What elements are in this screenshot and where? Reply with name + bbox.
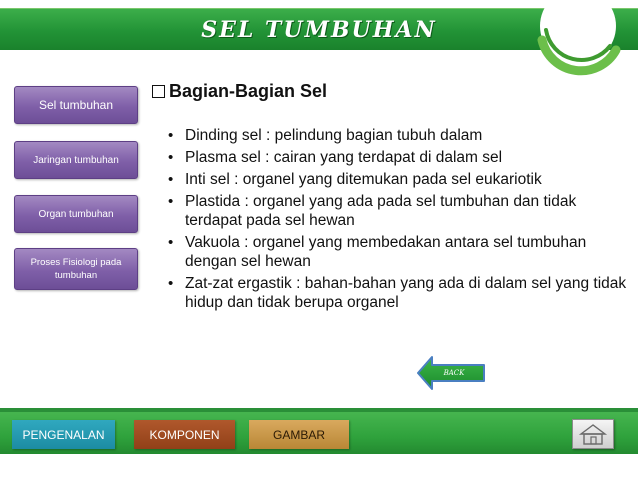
list-item (163, 126, 631, 145)
checkbox-square-icon (152, 85, 165, 98)
komponen-button[interactable]: KOMPONEN (134, 420, 235, 449)
list-item (163, 192, 631, 230)
list-item-text: Plastida : organel yang ada pada sel tumbuhan dan tidak terdapat pada sel hewan (185, 193, 577, 229)
list-item-text: Zat-zat ergastik : bahan-bahan yang ada di dalam sel yang tidak hidup dan tidak berupa organel (185, 275, 627, 311)
sidebar-item-sel-tumbuhan[interactable]: Sel tumbuhan (14, 86, 138, 124)
bullet-list (163, 126, 631, 315)
decorative-arc-icon (532, 0, 638, 96)
bullet-dot-icon: • (168, 127, 174, 144)
sidebar-item-proses-fisiologi[interactable]: Proses Fisiologi pada tumbuhan (14, 248, 138, 290)
sidebar-item-organ-tumbuhan[interactable]: Organ tumbuhan (14, 195, 138, 233)
home-button[interactable] (572, 419, 614, 449)
list-item (163, 274, 631, 312)
list-item-text: Vakuola : organel yang membedakan antara sel tumbuhan dengan sel hewan (185, 234, 587, 270)
section-heading (152, 80, 327, 102)
list-item-text: Inti sel : organel yang ditemukan pada sel eukariotik (185, 171, 542, 188)
bullet-dot-icon: • (168, 275, 174, 292)
pengenalan-button[interactable]: PENGENALAN (12, 420, 115, 449)
home-icon (578, 423, 608, 445)
bottom-margin (0, 454, 638, 479)
list-item (163, 170, 631, 189)
list-item (163, 148, 631, 167)
bullet-dot-icon: • (168, 234, 174, 251)
page-title: SEL TUMBUHAN (201, 17, 437, 43)
list-item-text: Plasma sel : cairan yang terdapat di dalam sel (185, 149, 503, 166)
back-label: BACK (443, 369, 465, 377)
sidebar-item-jaringan-tumbuhan[interactable]: Jaringan tumbuhan (14, 141, 138, 179)
bullet-dot-icon: • (168, 171, 174, 188)
section-heading-text: Bagian-Bagian Sel (169, 80, 328, 101)
list-item-text: Dinding sel : pelindung bagian tubuh dalam (185, 127, 483, 144)
bullet-dot-icon: • (168, 193, 174, 210)
list-item (163, 233, 631, 271)
gambar-button[interactable]: GAMBAR (249, 420, 349, 449)
bullet-dot-icon: • (168, 149, 174, 166)
